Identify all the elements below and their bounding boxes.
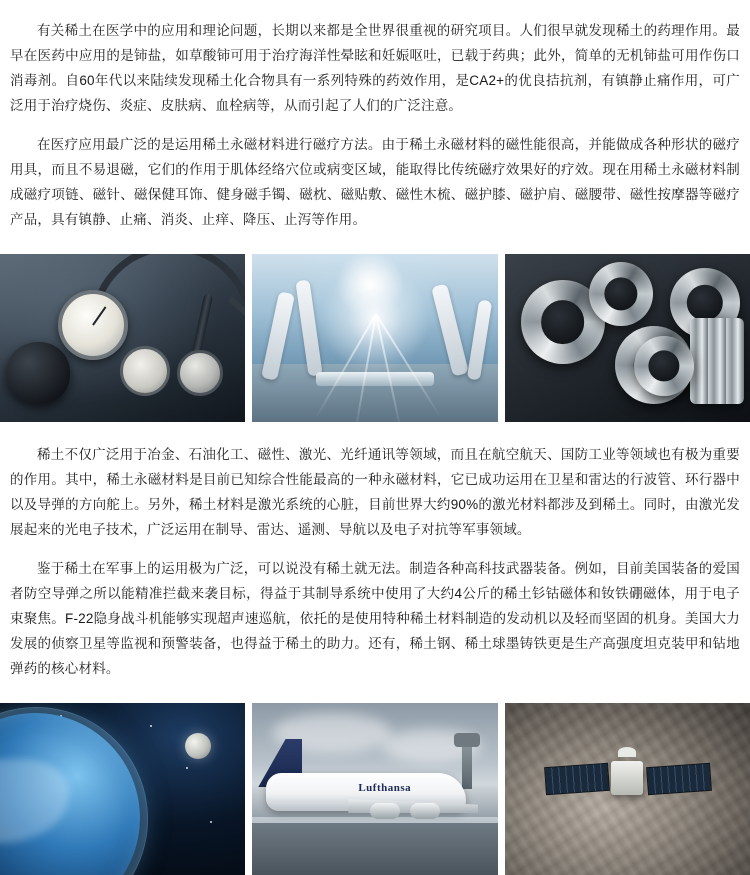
bulb-pump-shape — [6, 342, 70, 404]
solar-panel — [544, 763, 610, 795]
antenna-dish — [618, 747, 636, 757]
tarmac-ground — [252, 823, 497, 875]
satellite-body — [611, 761, 643, 795]
robotic-arm — [296, 279, 323, 376]
star-dot — [150, 725, 152, 727]
airline-livery-text: Lufthansa — [358, 782, 412, 794]
threaded-metal-tube — [690, 318, 744, 404]
metal-ring — [634, 336, 694, 396]
stethoscope-photo — [0, 254, 245, 422]
paragraph-industry-applications: 稀土不仅广泛用于冶金、石油化工、磁性、激光、光纤通讯等领域，而且在航空航天、国防工业等领域也有极为重要的作用。其中，稀土永磁材料是目前已知综合性能最高的一种永磁材料，它已成功运用在卫星和雷达的行波管、环行器中以及导弹的方向舵上。另外，稀土材料是激光系统的心脏，目前世界大约90%的激光材料都涉及到稀土。同时，由激光发展起来的光电子技术，广泛运用在制导、雷达、遥测、导航以及电子对抗等军事领域。 — [10, 447, 740, 537]
aircraft-engine — [370, 803, 400, 819]
lufthansa-airplane-photo — [252, 703, 497, 875]
earth-from-space-photo — [0, 703, 245, 875]
military-text-section — [0, 422, 750, 703]
star-dot — [210, 821, 212, 823]
aircraft-engine — [410, 803, 440, 819]
star-dot — [186, 767, 188, 769]
control-tower — [462, 743, 472, 789]
solar-panel — [646, 763, 712, 795]
atmosphere-glow — [0, 707, 148, 875]
paragraph-medicine-intro: 有关稀土在医学中的应用和理论问题，长期以来都是全世界很重视的研究项目。人们很早就发现稀土的药理作用。最早在医药中应用的是铈盐，如草酸铈可用于治疗海洋性晕眩和妊娠呕吐，已载于药典；此外，简单的无机铈盐可用作伤口消毒剂。自60年代以来陆续发现稀土化合物具有一系列特殊的药效作用，是CA2+的优良拮抗剂，有镇静止痛作用，可广泛用于治疗烧伤、炎症、皮肤病、血栓病等，从而引起了人们的广泛注意。 — [10, 23, 740, 113]
secondary-gauge-dial — [120, 346, 170, 396]
paragraph-magnetic-therapy: 在医疗应用最广泛的是运用稀土永磁材料进行磁疗方法。由于稀土永磁材料的磁性能很高，并能做成各种形状的磁疗用具，而且不易退磁，它们的作用于肌体经络穴位或病变区域，能取得比传统磁疗效果好的疗效。现在用稀土永磁材料制成磁疗项链、磁针、磁保健耳饰、健身磁手镯、磁枕、磁贴敷、磁性木梳、磁护膝、磁护肩、磁腰带、磁性按摩器等磁疗产品，具有镇静、止痛、消炎、止痒、降压、止泻等作用。 — [10, 137, 740, 227]
moon — [185, 733, 211, 759]
operating-room-photo — [252, 254, 497, 422]
machined-metal-rings-photo — [505, 254, 750, 422]
robotic-arm — [431, 283, 469, 376]
intro-text-section — [0, 0, 750, 254]
metal-ring — [589, 262, 653, 326]
surgical-light-glare — [320, 264, 430, 374]
image-gallery-medical — [0, 254, 750, 422]
satellite-over-terrain-photo — [505, 703, 750, 875]
stethoscope-chestpiece — [177, 350, 223, 396]
pressure-gauge-dial — [58, 290, 128, 360]
paragraph-military-applications: 鉴于稀土在军事上的运用极为广泛，可以说没有稀土就无法。制造各种高科技武器装备。例如，目前美国装备的爱国者防空导弹之所以能精准拦截来袭目标，得益于其制导系统中使用了大约4公斤的稀土钐钴磁体和钕铁硼磁体，用于电子束聚焦。F-22隐身战斗机能够实现超声速巡航，依托的是使用特种稀土材料制造的发动机以及轻而坚固的机身。美国大力发展的侦察卫星等监视和预警装备，也得益于稀土的助力。还有，稀土钢、稀土球墨铸铁更是生产高强度坦克装甲和钻地弹药的核心材料。 — [10, 561, 740, 676]
image-gallery-aerospace — [0, 703, 750, 875]
